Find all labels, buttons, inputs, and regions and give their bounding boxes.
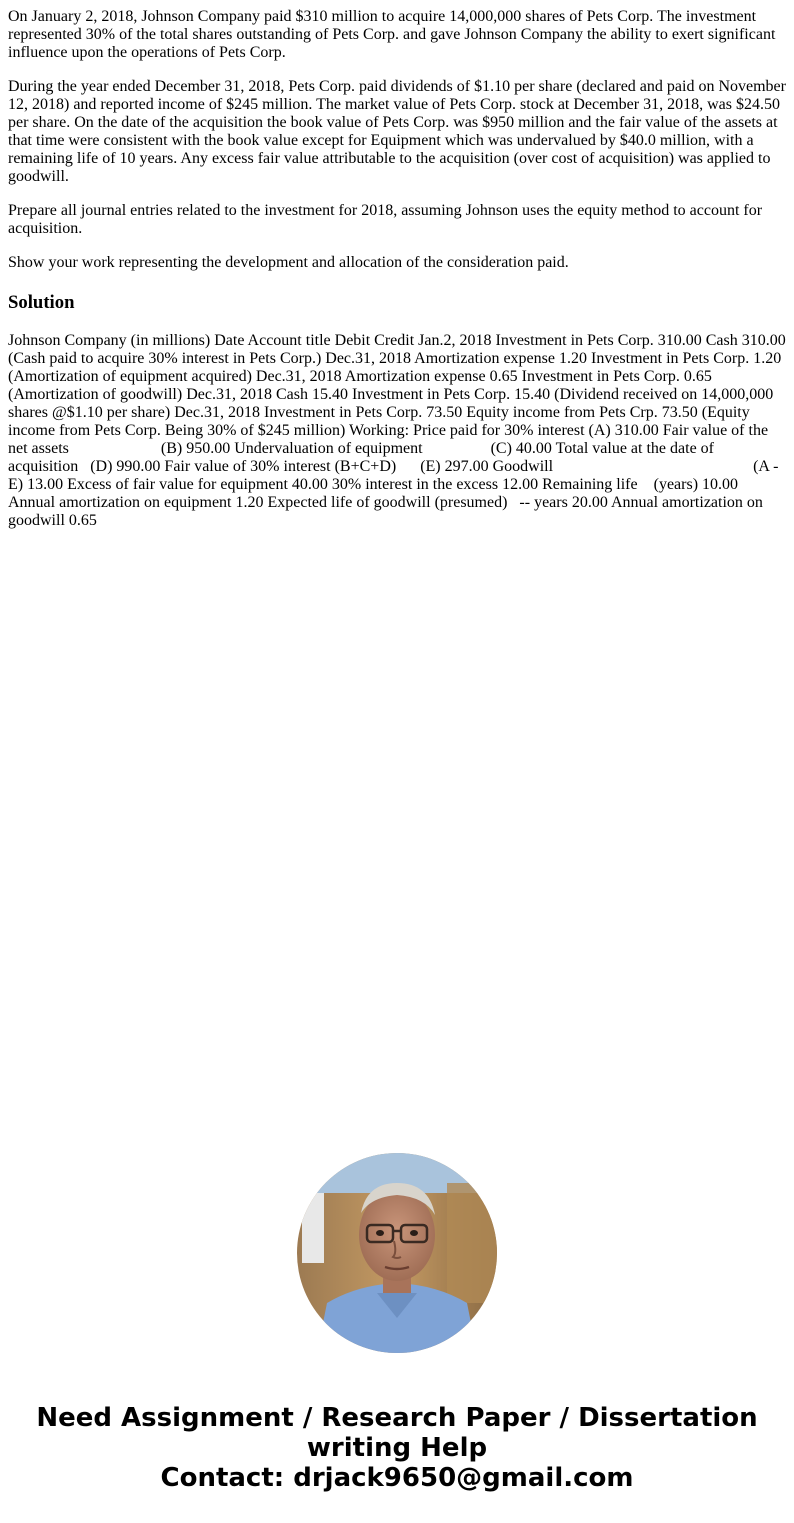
promo-contact: Contact: drjack9650@gmail.com (160, 1463, 634, 1493)
document-body (8, 8, 788, 546)
promo-line-2: writing Help (306, 1433, 488, 1463)
solution-text: Johnson Company (in millions) Date Account title Debit Credit Jan.2, 2018 Investment in Pets Corp. 310.00 Cash 310.00 (Cash paid to acquire 30% interest in Pets Corp.) Dec.31, 2018 Amortization expense 1.20 Investment in Pets Corp. 1.20 (Amortization of equipment acquired) Dec.31, 2018 Amortization expense 0.65 Investment in Pets Corp. 0.65 (Amortization of goodwill) Dec.31, 2018 Cash 15.40 Investment in Pets Corp. 15.40 (Dividend received on 14,000,000 shares @$1.10 per share) Dec.31, 2018 Investment in Pets Corp. 73.50 Equity income from Pets Crp. 73.50 (Equity income from Pets Corp. Being 30% of $245 million) Working: Price paid for 30% interest (A) 310.00 Fair value of the net assets (B) 950.00 Undervaluation of equipment (C) 40.00 Total value at the date of acquisition (D) 990.00 Fair value of 30% interest (B+C+D) (E) 297.00 Goodwill (A - E) 13.00 Excess of fair value for equipment 40.00 30% interest in the excess 12.00 Remaining life (years) 10.00 Annual amortization on equipment 1.20 Expected life of goodwill (presumed) -- years 20.00 Annual amortization on goodwill 0.65 (8, 332, 790, 529)
question-paragraph-2: During the year ended December 31, 2018, Pets Corp. paid dividends of $1.10 per share (declared and paid on November 12, 2018) and reported income of $245 million. The market value of Pets Corp. stock at December 31, 2018, was $24.50 per share. On the date of the acquisition the book value of Pets Corp. was $950 million and the fair value of the assets at that time were consistent with the book value except for Equipment which was undervalued by $40.0 million, with a remaining life of 10 years. Any excess fair value attributable to the acquisition (over cost of acquisition) was applied to goodwill. (8, 78, 786, 185)
question-paragraph-3: Prepare all journal entries related to the investment for 2018, assuming Johnson uses the equity method to account for acquisition. (8, 202, 763, 237)
author-photo (297, 1153, 497, 1353)
question-paragraph-1: On January 2, 2018, Johnson Company paid $310 million to acquire 14,000,000 shares of Pets Corp. The investment represented 30% of the total shares outstanding of Pets Corp. and gave Johnson Company the ability to exert significant influence upon the operations of Pets Corp. (8, 8, 776, 61)
solution-heading: Solution (8, 292, 75, 313)
promo-line-1: Need Assignment / Research Paper / Dissertation (36, 1403, 758, 1433)
promo-banner (0, 1403, 794, 1493)
question-paragraph-4: Show your work representing the development and allocation of the consideration paid. (8, 254, 569, 271)
author-avatar (297, 1153, 497, 1353)
